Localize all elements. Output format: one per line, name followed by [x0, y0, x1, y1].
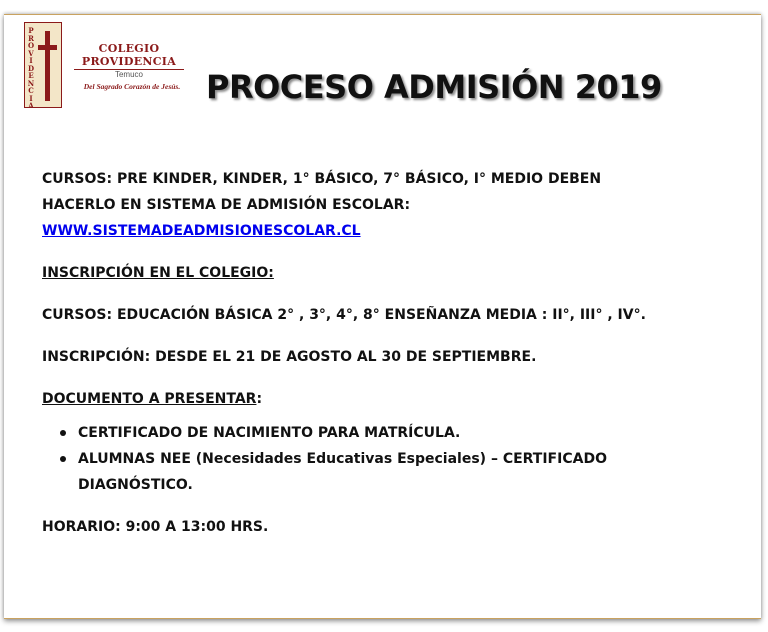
- logo-city: Temuco: [114, 70, 143, 79]
- inscripcion-fechas: INSCRIPCIÓN: DESDE EL 21 DE AGOSTO AL 30 DE SEPTIEMBRE.: [42, 349, 537, 365]
- admission-system-link[interactable]: WWW.SISTEMADEADMISIONESCOLAR.CL: [42, 223, 361, 239]
- list-item: [42, 446, 732, 498]
- logo-vertical-text: PROVIDENCIA: [27, 26, 35, 110]
- admission-info: [42, 166, 732, 540]
- logo-motto: Del Sagrado Corazón de Jesús.: [83, 82, 181, 91]
- list-item-text: ALUMNAS NEE (Necesidades Educativas Especiales) – CERTIFICADO: [78, 451, 607, 467]
- logo-school-name: [74, 42, 184, 68]
- document-list: [42, 420, 732, 498]
- cursos-line-1: CURSOS: PRE KINDER, KINDER, 1° BÁSICO, 7° BÁSICO, I° MEDIO DEBEN: [42, 171, 602, 187]
- documento-heading: [42, 386, 732, 412]
- cross-icon-bar: [38, 45, 57, 50]
- page-title: PROCESO ADMISIÓN 2019: [206, 68, 662, 106]
- bullet-icon: [60, 456, 66, 462]
- school-logo: [24, 22, 184, 126]
- logo-name-line1: COLEGIO: [98, 42, 160, 55]
- inscripcion-heading: INSCRIPCIÓN EN EL COLEGIO:: [42, 265, 274, 281]
- documento-heading-text: DOCUMENTO A PRESENTAR: [42, 391, 257, 407]
- cross-icon: [45, 31, 50, 101]
- cursos-line-2: HACERLO EN SISTEMA DE ADMISIÓN ESCOLAR:: [42, 197, 411, 213]
- cursos-colegio: CURSOS: EDUCACIÓN BÁSICA 2° , 3°, 4°, 8° ENSEÑANZA MEDIA : II°, III° , IV°.: [42, 307, 646, 323]
- list-item-text: CERTIFICADO DE NACIMIENTO PARA MATRÍCULA.: [78, 425, 461, 441]
- documento-heading-colon: :: [256, 391, 263, 407]
- logo-crest: [24, 22, 62, 108]
- bullet-icon: [60, 430, 66, 436]
- horario: HORARIO: 9:00 A 13:00 HRS.: [42, 519, 269, 535]
- logo-name-line2: PROVIDENCIA: [81, 55, 177, 68]
- list-item-text-cont: DIAGNÓSTICO.: [78, 477, 193, 493]
- list-item: [42, 420, 732, 446]
